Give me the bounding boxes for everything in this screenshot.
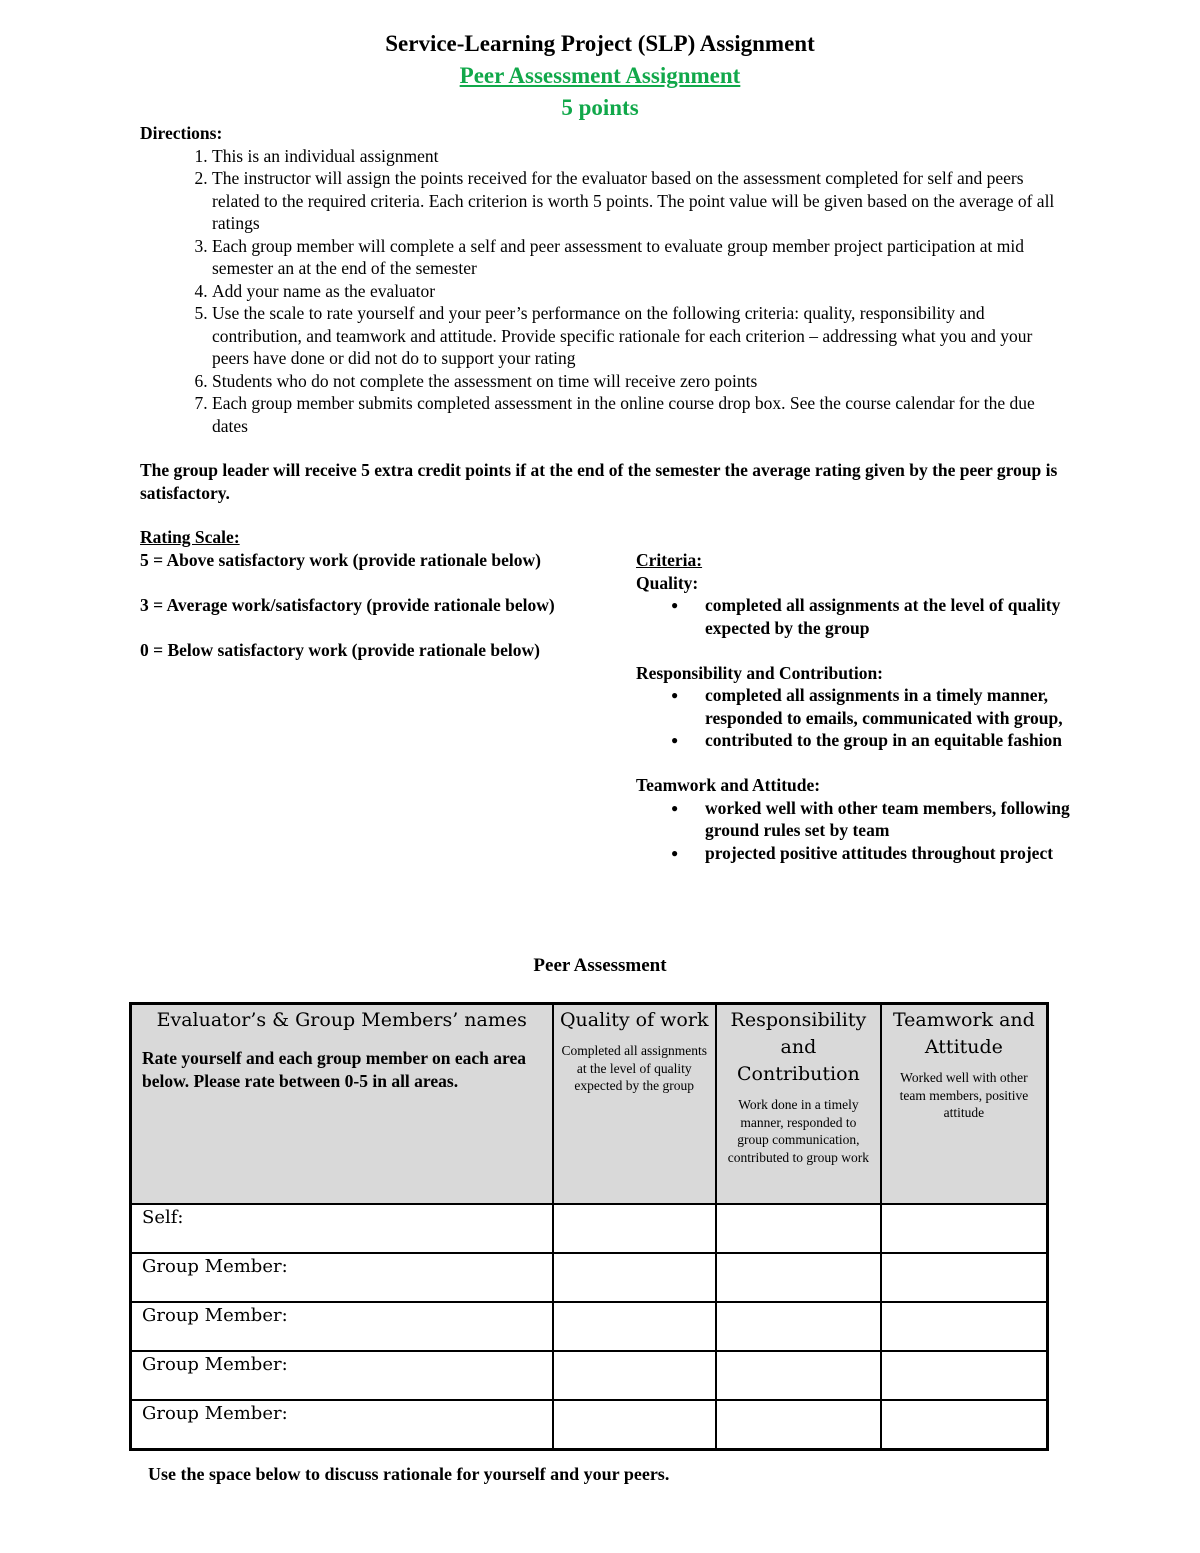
column-header-title: Quality of work <box>559 1009 709 1031</box>
rating-scale-section <box>140 526 580 684</box>
table-header-row <box>131 1004 1048 1205</box>
direction-item: 5. Use the scale to rate yourself and your peer’s performance on the following criteria: quality, responsibility and contribution, and teamwork and attitude. Provide specific rationale for each criterion – addressing what you and your peers have done or did not do to support your rating <box>212 302 1070 370</box>
teamwork-rating-cell[interactable] <box>881 1204 1048 1253</box>
teamwork-rating-cell[interactable] <box>881 1351 1048 1400</box>
criteria-bullet: ● completed all assignments in a timely manner, responded to emails, communicated with group, <box>705 684 1076 729</box>
criteria-group-title: Quality: <box>636 572 699 593</box>
rating-instruction: Rate yourself and each group member on each area below. Please rate between 0-5 in all areas. <box>142 1048 526 1091</box>
rationale-prompt: Use the space below to discuss rationale for yourself and your peers. <box>148 1464 670 1484</box>
quality-rating-cell[interactable] <box>553 1400 716 1450</box>
quality-rating-cell[interactable] <box>553 1302 716 1351</box>
directions-section <box>140 122 1070 437</box>
table-row <box>131 1253 1048 1302</box>
responsibility-rating-cell[interactable] <box>716 1351 881 1400</box>
title-block <box>0 28 1200 124</box>
column-header-names <box>131 1004 553 1205</box>
rating-scale-item: 3 = Average work/satisfactory (provide rationale below) <box>140 594 555 615</box>
criteria-bullet: ● contributed to the group in an equitable fashion <box>705 729 1076 752</box>
column-header-title: Responsibility and Contribution <box>730 1009 867 1085</box>
column-header-teamwork <box>881 1004 1048 1205</box>
directions-label: Directions: <box>140 123 223 143</box>
column-header-quality <box>553 1004 716 1205</box>
table-row <box>131 1204 1048 1253</box>
rating-scale-heading: Rating Scale: <box>140 527 240 547</box>
quality-rating-cell[interactable] <box>553 1253 716 1302</box>
direction-item: 3. Each group member will complete a self and peer assessment to evaluate group member project participation at mid semester an at the end of the semester <box>212 235 1070 280</box>
teamwork-rating-cell[interactable] <box>881 1400 1048 1450</box>
document-subtitle: Peer Assessment Assignment <box>459 63 741 88</box>
criteria-bullet: ● completed all assignments at the level of quality expected by the group <box>705 594 1076 639</box>
criteria-heading: Criteria: <box>636 550 703 570</box>
direction-item: 1. This is an individual assignment <box>212 145 1070 168</box>
row-label-group-member[interactable]: Group Member: <box>131 1253 553 1302</box>
row-label-self[interactable]: Self: <box>131 1204 553 1253</box>
table-row <box>131 1351 1048 1400</box>
responsibility-rating-cell[interactable] <box>716 1302 881 1351</box>
points-value: 5 points <box>561 95 639 120</box>
peer-assessment-table <box>129 1002 1049 1451</box>
quality-rating-cell[interactable] <box>553 1351 716 1400</box>
teamwork-rating-cell[interactable] <box>881 1253 1048 1302</box>
criteria-group-title: Teamwork and Attitude: <box>636 775 821 795</box>
peer-assessment-title: Peer Assessment <box>533 955 667 976</box>
direction-item: 7. Each group member submits completed assessment in the online course drop box. See the course calendar for the due dates <box>212 392 1070 437</box>
criteria-bullet-list <box>636 797 1076 865</box>
criteria-bullet-list <box>636 684 1076 752</box>
direction-item: 6. Students who do not complete the assessment on time will receive zero points <box>212 370 1070 393</box>
quality-rating-cell[interactable] <box>553 1204 716 1253</box>
table-row <box>131 1400 1048 1450</box>
row-label-group-member[interactable]: Group Member: <box>131 1351 553 1400</box>
leader-extra-credit-note: The group leader will receive 5 extra credit points if at the end of the semester the average rating given by the peer group is satisfactory. <box>140 460 1058 503</box>
table-row <box>131 1302 1048 1351</box>
criteria-bullet: ● projected positive attitudes throughout project <box>705 842 1076 865</box>
column-header-title: Evaluator’s & Group Members’ names <box>156 1009 527 1031</box>
column-header-responsibility <box>716 1004 881 1205</box>
column-header-description: Worked well with other team members, positive attitude <box>899 1070 1029 1120</box>
responsibility-rating-cell[interactable] <box>716 1400 881 1450</box>
document-title: Service-Learning Project (SLP) Assignment <box>385 31 815 56</box>
column-header-description: Completed all assignments at the level of quality expected by the group <box>561 1043 707 1093</box>
column-header-description: Work done in a timely manner, responded to group communication, contributed to group work <box>727 1097 870 1165</box>
direction-item: 2. The instructor will assign the points received for the evaluator based on the assessment completed for self and peers related to the required criteria. Each criterion is worth 5 points. The point value will be given based on the average of all ratings <box>212 167 1070 235</box>
responsibility-rating-cell[interactable] <box>716 1204 881 1253</box>
row-label-group-member[interactable]: Group Member: <box>131 1302 553 1351</box>
row-label-group-member[interactable]: Group Member: <box>131 1400 553 1450</box>
directions-list <box>140 145 1070 438</box>
criteria-section <box>636 549 1076 887</box>
criteria-bullet: ● worked well with other team members, following ground rules set by team <box>705 797 1076 842</box>
criteria-bullet-list <box>636 594 1076 639</box>
responsibility-rating-cell[interactable] <box>716 1253 881 1302</box>
column-header-title: Teamwork and Attitude <box>892 1009 1035 1058</box>
rating-scale-item: 5 = Above satisfactory work (provide rationale below) <box>140 549 541 570</box>
rating-scale-item: 0 = Below satisfactory work (provide rationale below) <box>140 639 540 660</box>
criteria-group-title: Responsibility and Contribution: <box>636 662 884 683</box>
teamwork-rating-cell[interactable] <box>881 1302 1048 1351</box>
direction-item: 4. Add your name as the evaluator <box>212 280 1070 303</box>
